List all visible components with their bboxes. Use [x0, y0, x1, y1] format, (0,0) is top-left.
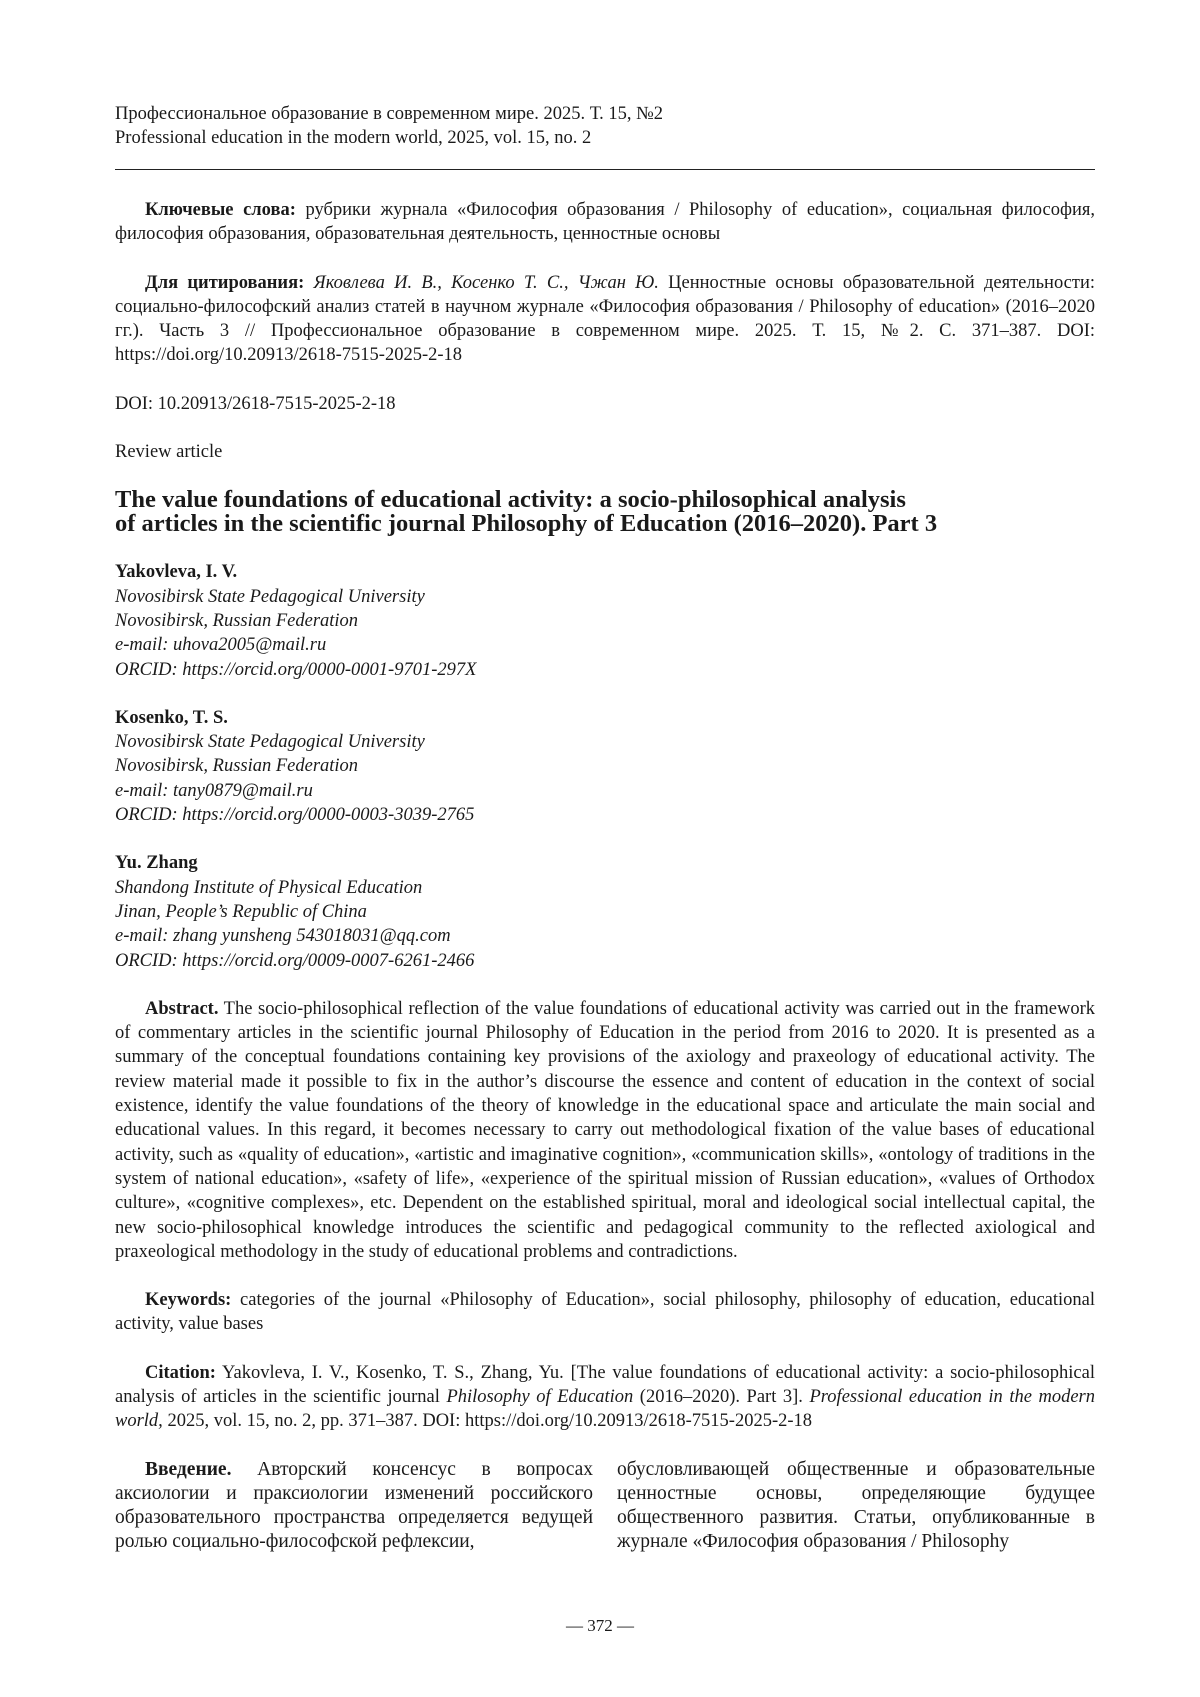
- author-2-email: e-mail: tany0879@mail.ru: [115, 779, 1095, 803]
- keywords-en-text: categories of the journal «Philosophy of Education», social philosophy, philosophy of education, educational activity, value bases: [115, 1290, 1095, 1334]
- header-divider: [115, 169, 1095, 170]
- author-2-location: Novosibirsk, Russian Federation: [115, 754, 1095, 778]
- keywords-en-label: Keywords:: [145, 1290, 231, 1310]
- citation-en-part1: Yakovleva, I. V., Kosenko, T. S., Zhang, Yu. [The value foundations of educational activity: a socio-philosophical analysis of articles in the scientific journal: [115, 1363, 1095, 1407]
- author-2-name: Kosenko, T. S.: [115, 708, 228, 728]
- citation-ru-label: Для цитирования:: [145, 273, 304, 293]
- article-type: Review article: [115, 440, 1095, 464]
- abstract: [115, 997, 1095, 1264]
- citation-ru: [115, 271, 1095, 368]
- title-line-2: of articles in the scientific journal Philosophy of Education (2016–2020). Part 3: [115, 510, 937, 537]
- citation-en-journal2: Professional education in the modern world,: [115, 1387, 1095, 1431]
- citation-en-part3: 2025, vol. 15, no. 2, pp. 371–387. DOI: https://doi.org/10.20913/2618-7515-2025-2-18: [163, 1411, 812, 1431]
- running-header: [115, 102, 1095, 150]
- abstract-text: The socio-philosophical reflection of the value foundations of educational activity was carried out in the framework of commentary articles in the scientific journal Philosophy of Education in the period from 2016 to 2020. It is presented as a summary of the conceptual foundations containing key provisions of the axiology and praxeology of educational activity. The review material made it possible to fix in the author’s discourse the essence and content of education in the context of social existence, identify the value foundations of the theory of knowledge in the educational space and articulate the main social and educational values. In this regard, it becomes necessary to carry out methodological fixation of the value bases of educational activity, such as «quality of education», «artistic and imaginative cognition», «communication skills», «ontology of traditions in the system of national education», «safety of life», «experience of the spiritual mission of Russian education», «values of Orthodox culture», «cognitive complexes», etc. Dependent on the established spiritual, moral and ideological social intellectual capital, the new socio-philosophical knowledge introduces the scientific and pedagogical community to the reflected axiological and praxeological methodology in the study of educational problems and contradictions.: [115, 999, 1095, 1262]
- keywords-ru-text: рубрики журнала «Философия образования / Philosophy of education», социальная философия, философия образования, образовательная деятельность, ценностные основы: [115, 200, 1095, 244]
- author-3: [115, 851, 1095, 972]
- page-number: — 372 —: [0, 1616, 1200, 1636]
- author-3-name: Yu. Zhang: [115, 853, 198, 873]
- author-1: [115, 560, 1095, 681]
- author-2-affiliation: Novosibirsk State Pedagogical University: [115, 730, 1095, 754]
- doi-line: DOI: 10.20913/2618-7515-2025-2-18: [115, 392, 1095, 416]
- header-line-en: Professional education in the modern world, 2025, vol. 15, no. 2: [115, 126, 1095, 150]
- article-title: [115, 488, 1095, 536]
- citation-en-journal1: Philosophy of Education: [446, 1387, 633, 1407]
- intro-left-text: Авторский консенсус в вопросах аксиологии и праксиологии изменений российского образовательного пространства определяется ведущей ролью социально-философской рефлексии,: [115, 1459, 593, 1553]
- author-2: [115, 706, 1095, 827]
- citation-en-label: Citation:: [145, 1363, 216, 1383]
- intro-columns: [115, 1458, 1095, 1555]
- author-3-email: e-mail: zhang yunsheng 543018031@qq.com: [115, 924, 1095, 948]
- author-1-location: Novosibirsk, Russian Federation: [115, 609, 1095, 633]
- intro-left-column: [115, 1458, 593, 1555]
- author-1-name: Yakovleva, I. V.: [115, 562, 237, 582]
- intro-right-column: [617, 1458, 1095, 1555]
- keywords-ru: [115, 198, 1095, 247]
- citation-ru-text: Ценностные основы образовательной деятельности: социально-философский анализ статей в научном журнале «Философия образования / Philosophy of education» (2016–2020 гг.). Часть 3 // Профессиональное образование в современном мире. 2025. Т. 15, №2. С. 371–387. DOI: https://doi.org/10.20913/2618-7515-2025-2-18: [115, 273, 1095, 366]
- intro-right-text: обусловливающей общественные и образовательные ценностные основы, определяющие будущее общественного развития. Статьи, опубликованные в журнале «Философия образования / Philosophy: [617, 1458, 1095, 1555]
- citation-en-part2: (2016–2020). Part 3].: [633, 1387, 809, 1407]
- author-2-orcid: ORCID: https://orcid.org/0000-0003-3039-2765: [115, 803, 1095, 827]
- journal-page: [0, 0, 1200, 1697]
- intro-left-para: [115, 1458, 593, 1555]
- header-line-ru: Профессиональное образование в современном мире. 2025. Т. 15, №2: [115, 102, 1095, 126]
- title-line-1: The value foundations of educational activity: a socio-philosophical analysis: [115, 486, 906, 513]
- author-3-orcid: ORCID: https://orcid.org/0009-0007-6261-2466: [115, 949, 1095, 973]
- author-1-email: e-mail: uhova2005@mail.ru: [115, 633, 1095, 657]
- author-3-location: Jinan, People’s Republic of China: [115, 900, 1095, 924]
- author-1-affiliation: Novosibirsk State Pedagogical University: [115, 585, 1095, 609]
- intro-label: Введение.: [145, 1459, 231, 1480]
- citation-en: [115, 1361, 1095, 1434]
- citation-ru-authors: Яковлева И. В., Косенко Т. С., Чжан Ю.: [304, 273, 659, 293]
- keywords-ru-label: Ключевые слова:: [145, 200, 296, 220]
- author-1-orcid: ORCID: https://orcid.org/0000-0001-9701-297X: [115, 658, 1095, 682]
- author-3-affiliation: Shandong Institute of Physical Education: [115, 876, 1095, 900]
- article-content: [115, 198, 1095, 1555]
- abstract-label: Abstract.: [145, 999, 218, 1019]
- keywords-en: [115, 1288, 1095, 1337]
